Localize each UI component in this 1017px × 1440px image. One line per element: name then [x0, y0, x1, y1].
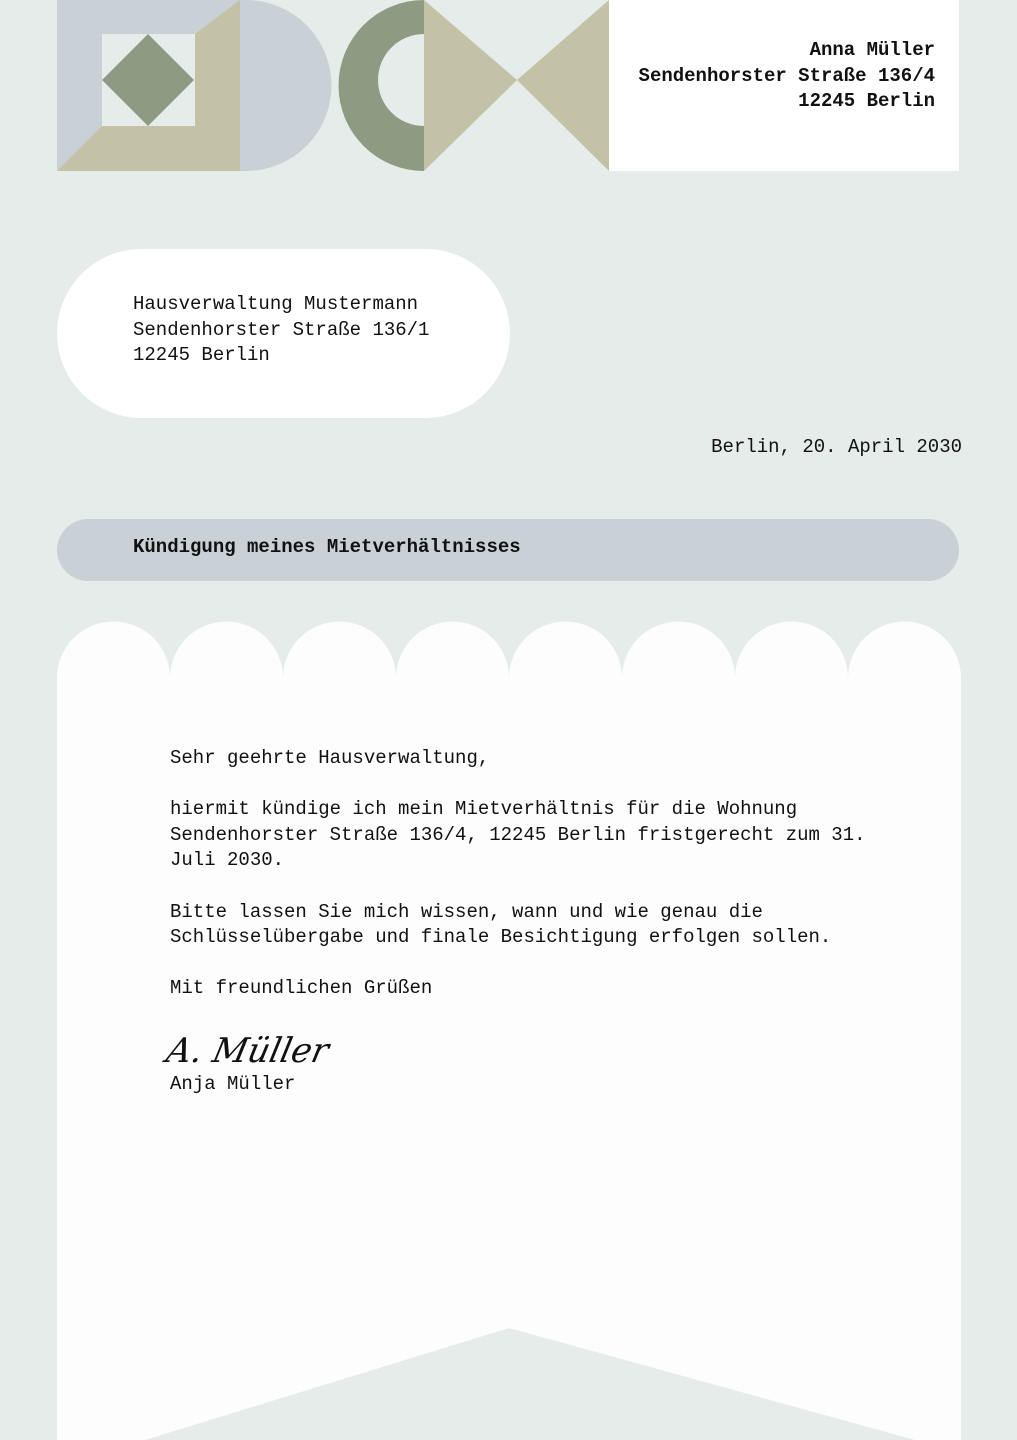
closing: Mit freundlichen Grüßen	[170, 977, 433, 1000]
paragraph-termination: hiermit kündige ich mein Mietverhältnis für die Wohnung Sendenhorster Straße 136/4, 12245 Berlin fristgerecht zum 31. Juli 2030.	[170, 798, 866, 872]
recipient-city: 12245 Berlin	[133, 344, 270, 366]
sender-address-block	[609, 0, 959, 171]
sender-name: Anna Müller	[809, 39, 935, 61]
subject-line: Kündigung meines Mietverhältnisses	[57, 519, 959, 581]
recipient-street: Sendenhorster Straße 136/1	[133, 318, 430, 341]
paragraph-key-handover: Bitte lassen Sie mich wissen, wann und wie genau die Schlüsselübergabe und finale Besichtigung erfolgen sollen.	[170, 900, 832, 949]
geometric-header-decoration	[57, 0, 609, 171]
recipient-address-block	[57, 249, 510, 418]
signer-name: Anja Müller	[170, 1072, 296, 1095]
deco-right-triangle	[517, 0, 609, 171]
salutation: Sehr geehrte Hausverwaltung,	[170, 747, 490, 769]
sender-street: Sendenhorster Straße 136/4	[638, 64, 935, 87]
sender-city: 12245 Berlin	[798, 90, 935, 112]
svg-text:A. Müller: A. Müller	[162, 1030, 333, 1071]
letter-body	[162, 746, 870, 1097]
deco-sage-ring	[339, 0, 425, 171]
letter-date: Berlin, 20. April 2030	[711, 436, 962, 458]
handwritten-signature	[162, 1028, 333, 1072]
recipient-name: Hausverwaltung Mustermann	[133, 293, 419, 315]
deco-half-circle	[240, 0, 332, 171]
deco-left-triangle	[424, 0, 517, 171]
